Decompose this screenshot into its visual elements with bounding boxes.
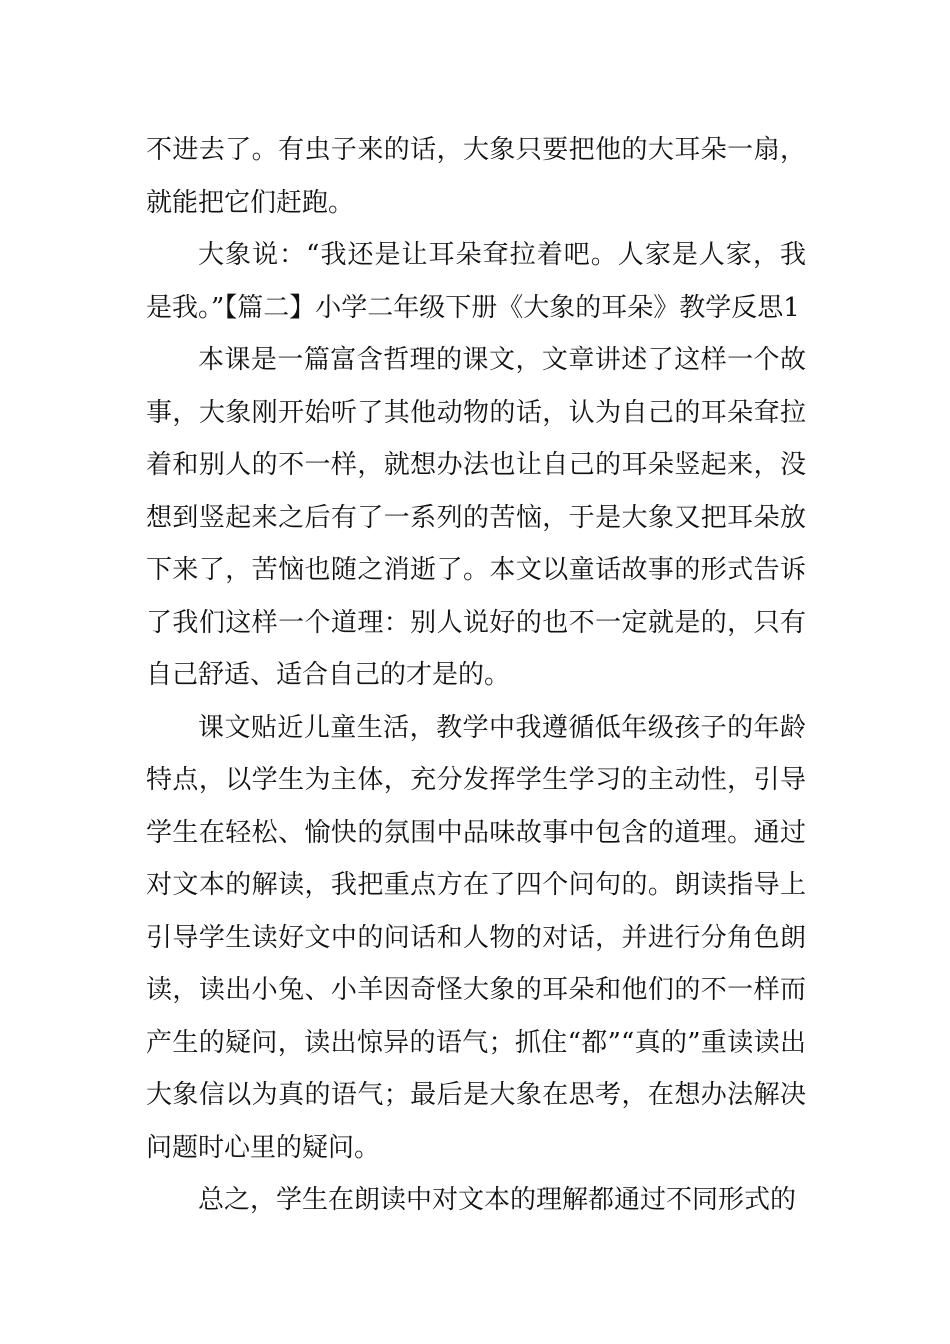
paragraph-2: 大象说：“我还是让耳朵耷拉着吧。人家是人家，我是我。”【篇二】小学二年级下册《大象的耳朵》教学反思1 [146, 240, 806, 323]
paragraph-3: 本课是一篇富含哲理的课文，文章讲述了这样一个故事，大象刚开始听了其他动物的话，认为自己的耳朵耷拉着和别人的不一样，就想办法也让自己的耳朵竖起来，没想到竖起来之后有了一系列的苦恼，于是大象又把耳朵放下来了，苦恼也随之消逝了。本文以童话故事的形式告诉了我们这样一个道理：别人说好的也不一定就是的，只有自己舒适、适合自己的才是的。 [146, 345, 806, 690]
document-body [146, 124, 806, 1227]
paragraph-4: 课文贴近儿童生活，教学中我遵循低年级孩子的年龄特点，以学生为主体，充分发挥学生学习的主动性，引导学生在轻松、愉快的氛围中品味故事中包含的道理。通过对文本的解读，我把重点方在了四个问句的。朗读指导上引导学生读好文中的问话和人物的对话，并进行分角色朗读，读出小兔、小羊因奇怪大象的耳朵和他们的不一样而产生的疑问，读出惊异的语气；抓住“都”“真的”重读读出大象信以为真的语气；最后是大象在思考，在想办法解决问题时心里的疑问。 [146, 712, 806, 1163]
paragraph-1: 不进去了。有虫子来的话，大象只要把他的大耳朵一扇，就能把它们赶跑。 [146, 135, 806, 218]
paragraph-5: 总之，学生在朗读中对文本的理解都通过不同形式的 [198, 1185, 797, 1215]
